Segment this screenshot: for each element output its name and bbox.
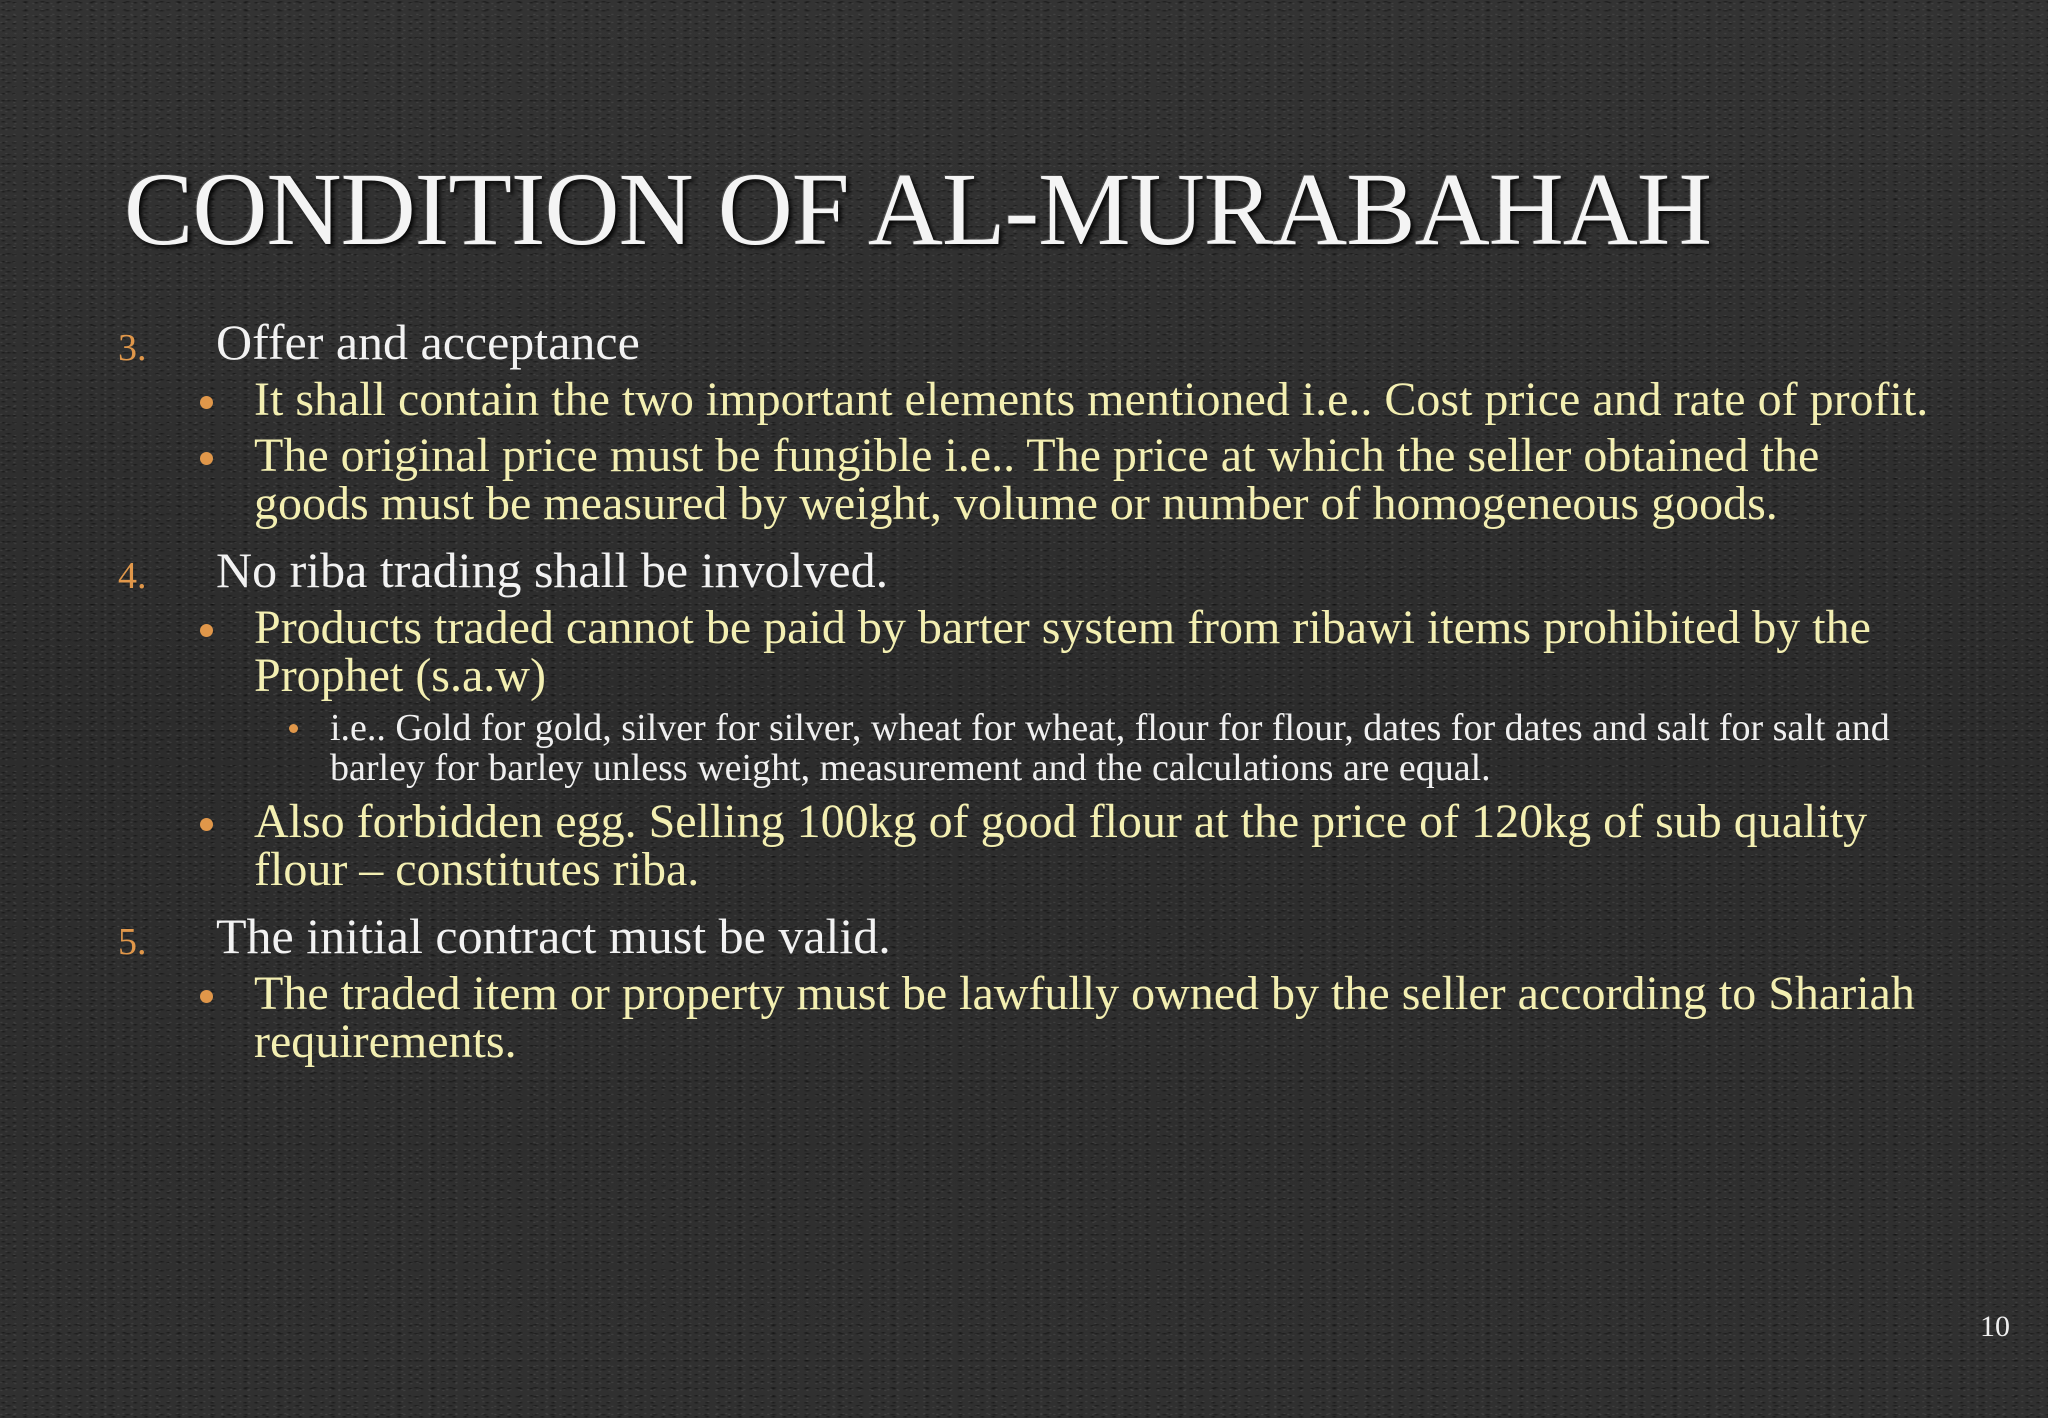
bullet-dot-icon (200, 624, 213, 637)
bullet-dot-icon (200, 452, 213, 465)
item-text: No riba trading shall be involved. (216, 542, 889, 598)
item-text: Offer and acceptance (216, 314, 640, 370)
bullet-text: The traded item or property must be lawfully owned by the seller according to Shariah requirements. (254, 967, 1915, 1068)
numbered-item-5 (0, 908, 1916, 964)
bullet-item (0, 601, 1934, 702)
bullet-item (0, 373, 1934, 426)
item-number: 5. (118, 921, 147, 963)
bullet-text: It shall contain the two important elements mentioned i.e.. Cost price and rate of profit. (254, 373, 1929, 426)
slide-content (0, 314, 2048, 1074)
numbered-item-4 (0, 542, 1916, 598)
sub-bullet-item (0, 708, 1930, 788)
bullet-text: Also forbidden egg. Selling 100kg of good flour at the price of 120kg of sub quality flour – constitutes riba. (254, 795, 1868, 896)
sub-bullet-text: i.e.. Gold for gold, silver for silver, wheat for wheat, flour for flour, dates for dates and salt for salt and barley for barley unless weight, measurement and the calculations are equal. (330, 707, 1890, 789)
bullet-dot-icon (200, 990, 213, 1003)
bullet-item (0, 795, 1934, 896)
sub-bullet-dot-icon (289, 724, 298, 733)
bullet-text: The original price must be fungible i.e.. The price at which the seller obtained the goods must be measured by weight, volume or number of homogeneous goods. (254, 429, 1820, 530)
page-number: 10 (1980, 1310, 2010, 1343)
bullet-item (0, 967, 1934, 1068)
bullet-dot-icon (200, 396, 213, 409)
bullet-text: Products traded cannot be paid by barter system from ribawi items prohibited by the Prophet (s.a.w) (254, 601, 1871, 702)
item-number: 4. (118, 555, 147, 597)
bullet-item (0, 429, 1934, 530)
slide-title: CONDITION OF AL-MURABAHAH (124, 152, 1711, 267)
bullet-dot-icon (200, 818, 213, 831)
item-number: 3. (118, 327, 147, 369)
item-text: The initial contract must be valid. (216, 908, 891, 964)
numbered-item-3 (0, 314, 1916, 370)
